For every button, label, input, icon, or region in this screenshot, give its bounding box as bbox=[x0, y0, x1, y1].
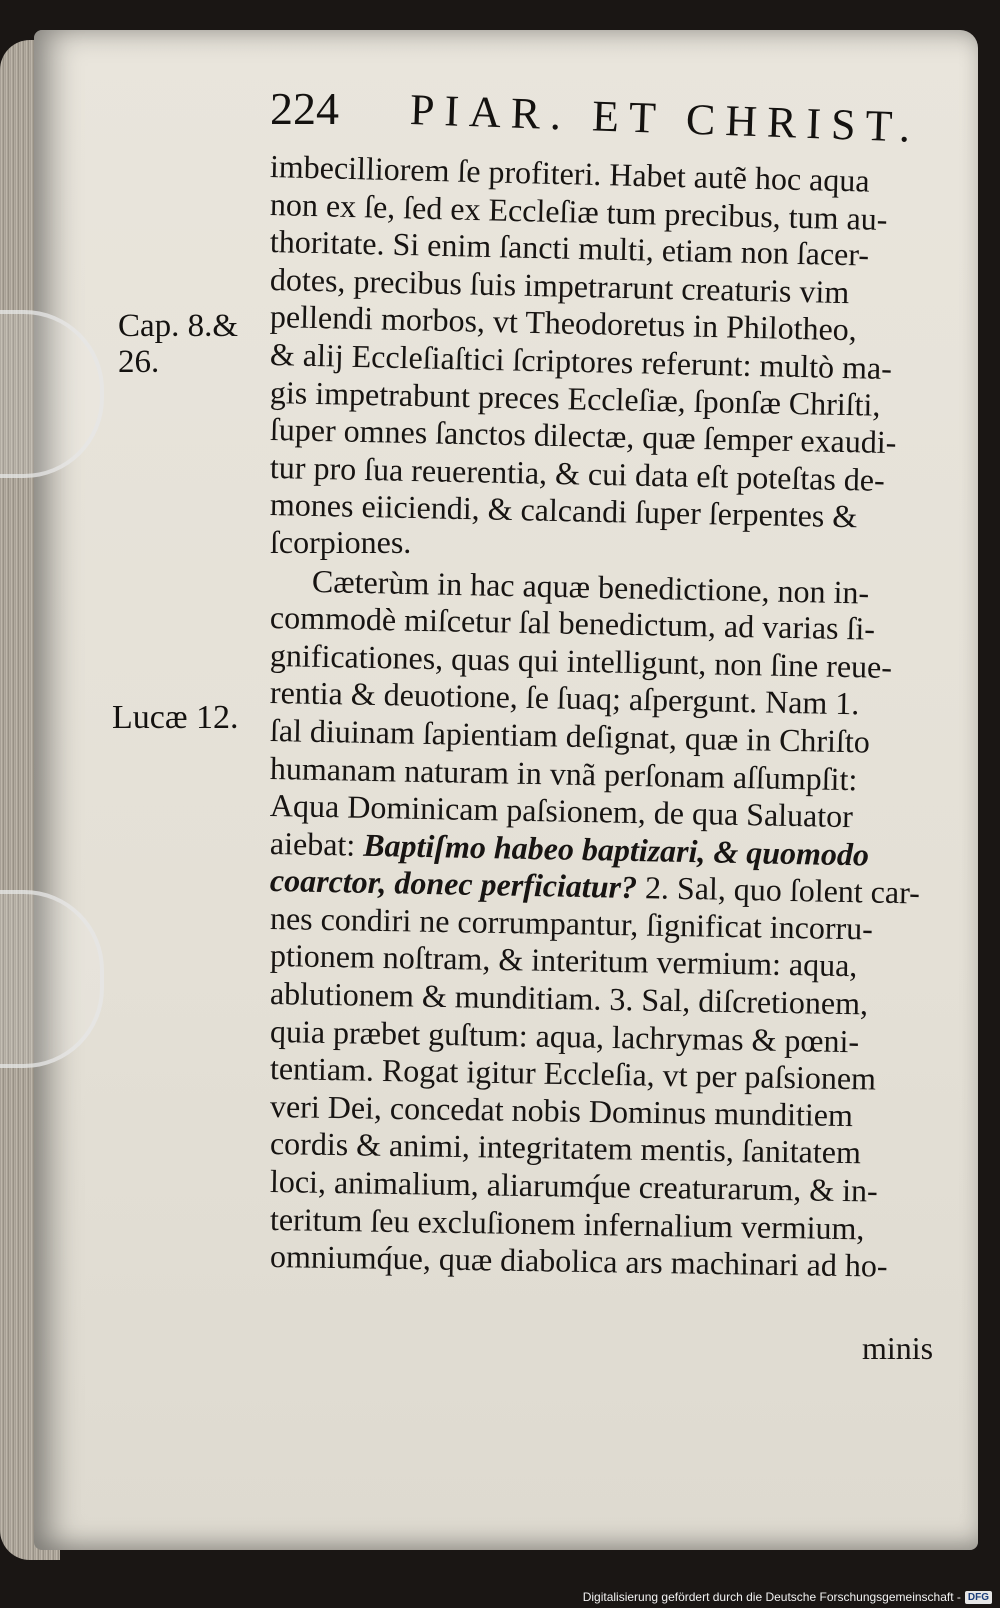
text-line: & alij Eccleſiaſtici ſcriptores referunt: multò ma- bbox=[269, 335, 893, 387]
text-line: loci, animalium, aliarumq́ue creaturarum, & in- bbox=[269, 1163, 879, 1209]
italic-quote: Baptiſmo habeo baptizari, & quomodo bbox=[362, 826, 870, 873]
text-line: rentia & deuotione, ſe ſuaq; aſpergunt. Nam 1. bbox=[269, 674, 860, 722]
text-line: pellendi morbos, vt Theodoretus in Philotheo, bbox=[269, 298, 858, 348]
margin-note-cap: Cap. 8.& 26. bbox=[118, 308, 239, 380]
text-line: non ex ſe, ſed ex Eccleſiæ tum precibus, tum au- bbox=[269, 185, 888, 237]
running-head bbox=[0, 82, 1000, 152]
text-line: Aqua Dominicam paſsionem, de qua Saluator bbox=[269, 787, 854, 835]
margin-note-lucae: Lucæ 12. bbox=[112, 699, 239, 736]
italic-quote: coarctor, donec perficiatur? bbox=[269, 862, 638, 906]
text-line: tentiam. Rogat igitur Eccleſia, vt per paſsionem bbox=[269, 1050, 877, 1097]
text-line: quia præbet guſtum: aqua, lachrymas & pœni- bbox=[269, 1012, 860, 1059]
running-title: PIAR. ET CHRIST. bbox=[409, 85, 921, 152]
text-line: nes condiri ne corrumpantur, ſignificat incorru- bbox=[269, 899, 874, 947]
text-line: commodè miſcetur ſal benedictum, ad varias ſi- bbox=[269, 599, 876, 647]
dfg-logo: DFG bbox=[965, 1591, 992, 1604]
catchword: minis bbox=[862, 1330, 934, 1366]
quote-lead: aiebat: bbox=[269, 824, 364, 863]
digitization-credit bbox=[583, 1590, 992, 1604]
text-line: ſal diuinam ſapientiam deſignat, quæ in Chriſto bbox=[269, 711, 871, 760]
text-line: ptionem noſtram, & interitum vermium: aqua, bbox=[269, 937, 858, 984]
quote-tail: 2. Sal, quo ſolent car- bbox=[636, 869, 921, 911]
text-line: teritum ſeu excluſionem infernalium vermium, bbox=[269, 1200, 865, 1246]
text-line: Cæterùm in hac aquæ benedictione, non in- bbox=[311, 562, 870, 611]
text-line: tur pro ſua reuerentia, & cui data eſt poteſtas de- bbox=[269, 448, 886, 498]
text-line: mones eiiciendi, & calcandi ſuper ſerpentes & bbox=[269, 486, 858, 535]
text-line: ſuper omnes ſanctos dilectæ, quæ ſemper exaudi- bbox=[269, 411, 897, 461]
text-line: imbecilliorem ſe profiteri. Habet autẽ hoc aqua bbox=[269, 148, 871, 199]
text-line: cordis & animi, integritatem mentis, ſanitatem bbox=[269, 1125, 862, 1171]
text-line: ſcorpiones. bbox=[270, 523, 412, 560]
page-number: 224 bbox=[270, 83, 339, 134]
body-text bbox=[269, 148, 950, 1284]
text-line: dotes, precibus ſuis impetrarunt creaturis vim bbox=[269, 260, 850, 310]
text-line: veri Dei, concedat nobis Dominus munditiem bbox=[269, 1087, 854, 1133]
text-line: gis impetrabunt preces Eccleſiæ, ſponſæ Chriſti, bbox=[269, 373, 881, 423]
text-line: thoritate. Si enim ſancti multi, etiam non ſacer- bbox=[269, 223, 870, 273]
credit-text: Digitalisierung gefördert durch die Deutsche Forschungsgemeinschaft - bbox=[582, 1590, 961, 1604]
text-line: gnificationes, quas qui intelligunt, non ſine reue- bbox=[269, 636, 893, 685]
text-line: ablutionem & munditiam. 3. Sal, diſcretionem, bbox=[269, 975, 869, 1022]
text-line: omniumq́ue, quæ diabolica ars machinari ad ho- bbox=[269, 1238, 888, 1284]
text-line: humanam naturam in vnã perſonam aſſumpſit: bbox=[269, 749, 858, 797]
